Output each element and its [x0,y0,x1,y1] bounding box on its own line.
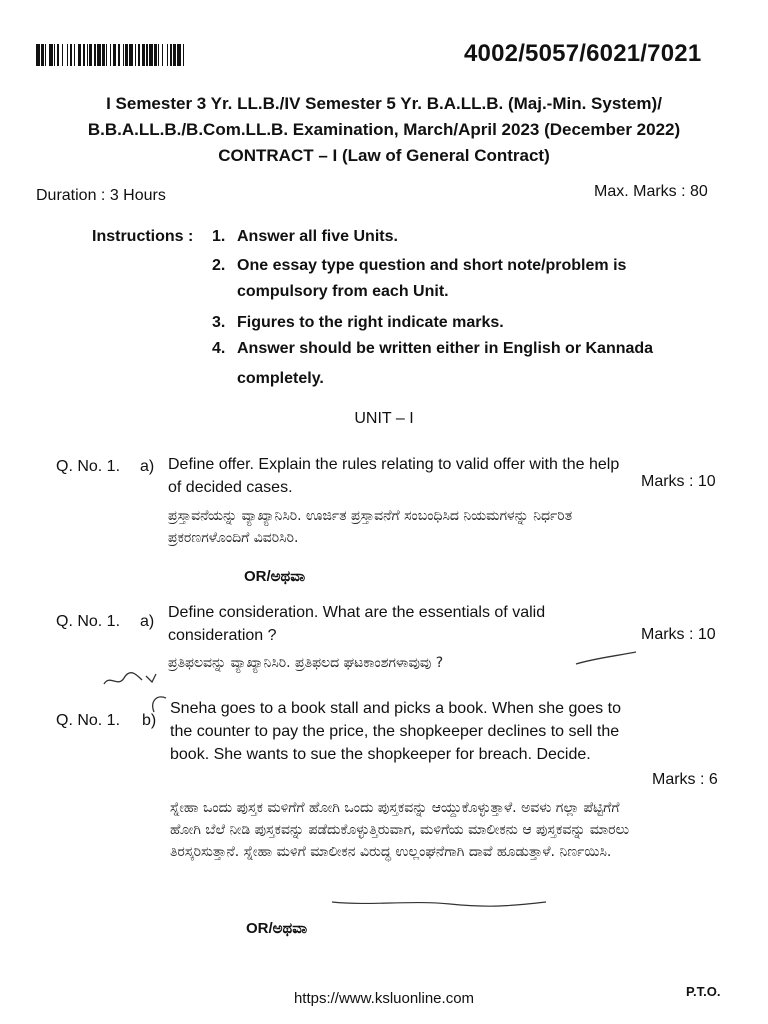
exam-title-line-2: B.B.A.LL.B./B.Com.LL.B. Examination, March/April 2023 (December 2022) [87,120,681,139]
instruction-2-line-2: compulsory from each Unit. [237,283,449,300]
instruction-4-line-2: completely. [237,370,324,387]
instruction-4-num: 4. [212,340,226,357]
question-label: Q. No. 1. [56,613,121,630]
question-label: Q. No. 1. [56,712,121,729]
question-text-kannada: ಸ್ನೇಹಾ ಒಂದು ಪುಸ್ತಕ ಮಳಿಗೆಗೆ ಹೋಗಿ ಒಂದು ಪುಸ್ತಕವನ್ನು ಆಯ್ದುಕೊಳ್ಳುತ್ತಾಳೆ. ಅವಳು ಗಲ್ಲಾ ಪೆಟ್ಟಿಗೆಗೆ ಹೋಗಿ ಬೆಲೆ ನೀಡಿ ಪುಸ್ತಕವನ್ನು ಪಡೆದುಕೊಳ್ಳುತ್ತಿರುವಾಗ, ಮಳಿಗೆಯ ಮಾಲೀಕನು ಆ ಪುಸ್ತಕವನ್ನು ಮಾರಲು ತಿರಸ್ಕರಿಸುತ್ತಾನೆ. ಸ್ನೇಹಾ ಮಳಿಗೆ ಮಾಲೀಕನ ವಿರುದ್ಧ ಉಲ್ಲಂಘನೆಗಾಗಿ ದಾವೆ ಹೂಡುತ್ತಾಳೆ. ನಿರ್ಣಯಿಸಿ. [170,800,630,860]
or-separator: OR/ಅಥವಾ [244,568,306,585]
question-part: a) [140,613,155,630]
instruction-3: Figures to the right indicate marks. [237,314,504,331]
instruction-2-num: 2. [212,257,226,274]
question-part: a) [140,458,155,475]
question-text-kannada: ಪ್ರಸ್ತಾವನೆಯನ್ನು ವ್ಯಾಖ್ಯಾನಿಸಿರಿ. ಊರ್ಜಿತ ಪ್ರಸ್ತಾವನೆಗೆ ಸಂಬಂಧಿಸಿದ ನಿಯಮಗಳನ್ನು ನಿರ್ಧರಿತ ಪ್ರಕರಣಗಳೊಂದಿಗೆ ವಿವರಿಸಿರಿ. [168,508,573,546]
or-separator: OR/ಅಥವಾ [246,920,308,937]
unit-title: UNIT – I [354,410,414,427]
question-marks: Marks : 10 [641,626,716,643]
question-marks: Marks : 10 [641,473,716,490]
question-label: Q. No. 1. [56,458,121,475]
question-marks: Marks : 6 [652,771,718,788]
question-text-english: Define offer. Explain the rules relating to valid offer with the help of decided cases. [168,456,620,496]
pto-note: P.T.O. [686,984,721,999]
instruction-3-num: 3. [212,314,226,331]
handwritten-underline [330,896,550,912]
instruction-1: Answer all five Units. [237,228,398,245]
subject-title: CONTRACT – I (Law of General Contract) [218,146,550,165]
paper-code: 4002/5057/6021/7021 [464,40,702,67]
exam-title-line-1: I Semester 3 Yr. LL.B./IV Semester 5 Yr. B.A.LL.B. (Maj.-Min. System)/ [106,94,662,113]
barcode [36,44,324,66]
instruction-2-line-1: One essay type question and short note/problem is [237,257,627,274]
website-url: https://www.ksluonline.com [293,990,475,1007]
question-text-kannada: ಪ್ರತಿಫಲವನ್ನು ವ್ಯಾಖ್ಯಾನಿಸಿರಿ. ಪ್ರತಿಫಲದ ಘಟಕಾಂಶಗಳಾವುವು ? [168,655,444,671]
instruction-4-line-1: Answer should be written either in English or Kannada [237,340,654,357]
instruction-1-num: 1. [212,228,226,245]
question-text-english: Define consideration. What are the essentials of valid consideration ? [168,604,546,644]
duration: Duration : 3 Hours [36,187,166,204]
max-marks: Max. Marks : 80 [594,183,708,200]
question-part: b) [142,712,157,729]
question-text-english: Sneha goes to a book stall and picks a book. When she goes to the counter to pay the price, the shopkeeper declines to sell the book. She wants to sue the shopkeeper for breach. Decide. [170,700,621,763]
instructions-label: Instructions : [92,228,194,245]
